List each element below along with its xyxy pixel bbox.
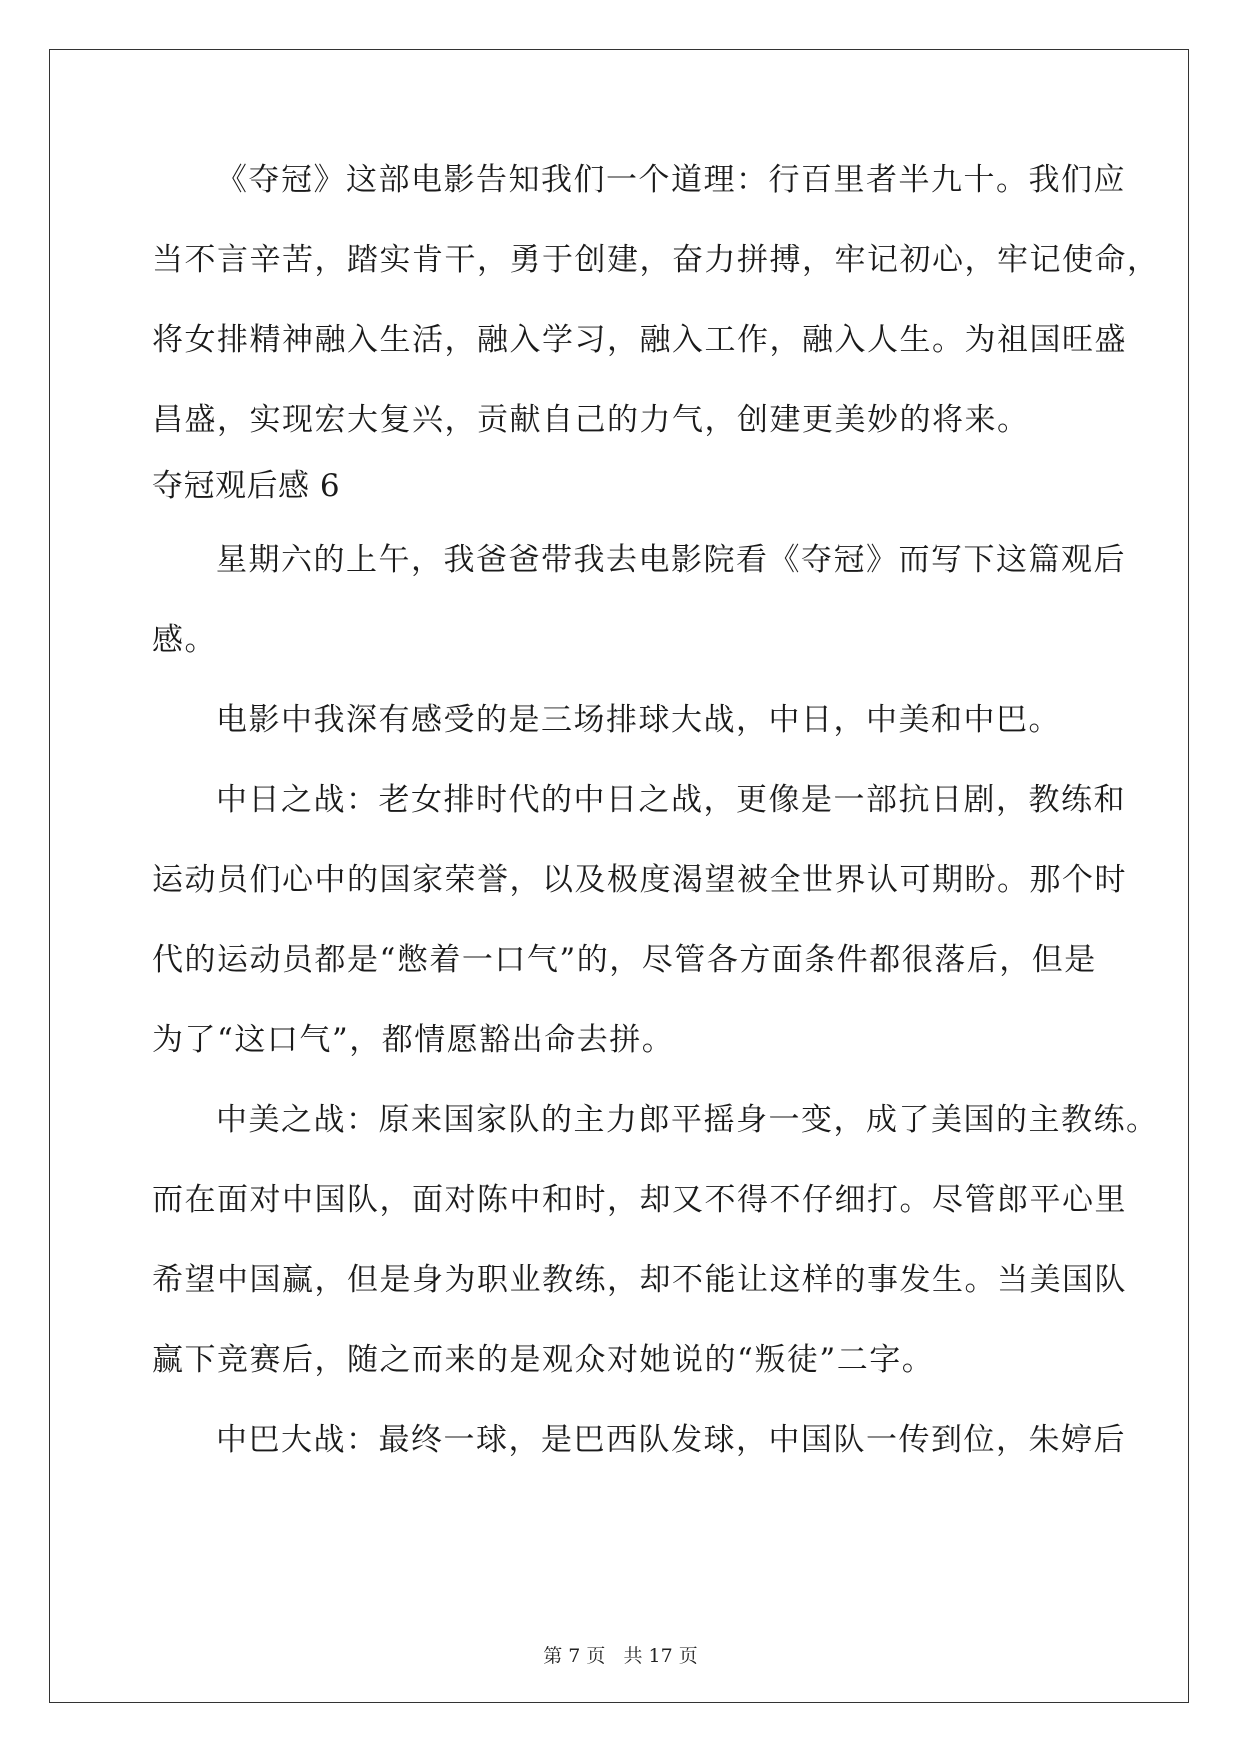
paragraph-line: 电影中我深有感受的是三场排球大战，中日，中美和中巴。 — [216, 702, 1061, 738]
paragraph-line: 星期六的上午，我爸爸带我去电影院看《夺冠》而写下这篇观后 — [216, 542, 1126, 578]
page-footer — [0, 1644, 1241, 1668]
paragraph-line: 当不言辛苦，踏实肯干，勇于创建，奋力拼搏，牢记初心，牢记使命， — [152, 242, 1160, 278]
paragraph-line: 运动员们心中的国家荣誉，以及极度渴望被全世界认可期盼。那个时 — [152, 862, 1127, 898]
paragraph-line: 希望中国赢，但是身为职业教练，却不能让这样的事发生。当美国队 — [152, 1262, 1127, 1298]
page-total: 共 17 页 — [623, 1645, 698, 1667]
page-number: 第 7 页 — [543, 1645, 606, 1667]
section-heading: 夺冠观后感 6 — [152, 468, 341, 504]
document-body — [152, 160, 1160, 1460]
paragraph-line: 将女排精神融入生活，融入学习，融入工作，融入人生。为祖国旺盛 — [152, 322, 1127, 358]
paragraph-line: 而在面对中国队，面对陈中和时，却又不得不仔细打。尽管郎平心里 — [152, 1182, 1127, 1218]
paragraph-line: 昌盛，实现宏大复兴，贡献自己的力气，创建更美妙的将来。 — [152, 402, 1030, 438]
paragraph-line: 中美之战：原来国家队的主力郎平摇身一变，成了美国的主教练。 — [216, 1102, 1159, 1138]
paragraph-line: 赢下竞赛后，随之而来的是观众对她说的“叛徒”二字。 — [152, 1342, 935, 1378]
paragraph-line: 感。 — [152, 622, 217, 658]
paragraph-line: 中日之战：老女排时代的中日之战，更像是一部抗日剧，教练和 — [216, 782, 1126, 818]
paragraph-line: 《夺冠》这部电影告知我们一个道理：行百里者半九十。我们应 — [216, 162, 1126, 198]
paragraph-line: 为了“这口气”，都情愿豁出命去拼。 — [152, 1022, 675, 1058]
paragraph-line: 中巴大战：最终一球，是巴西队发球，中国队一传到位，朱婷后 — [216, 1422, 1126, 1458]
paragraph-line: 代的运动员都是“憋着一口气”的，尽管各方面条件都很落后，但是 — [152, 942, 1097, 978]
